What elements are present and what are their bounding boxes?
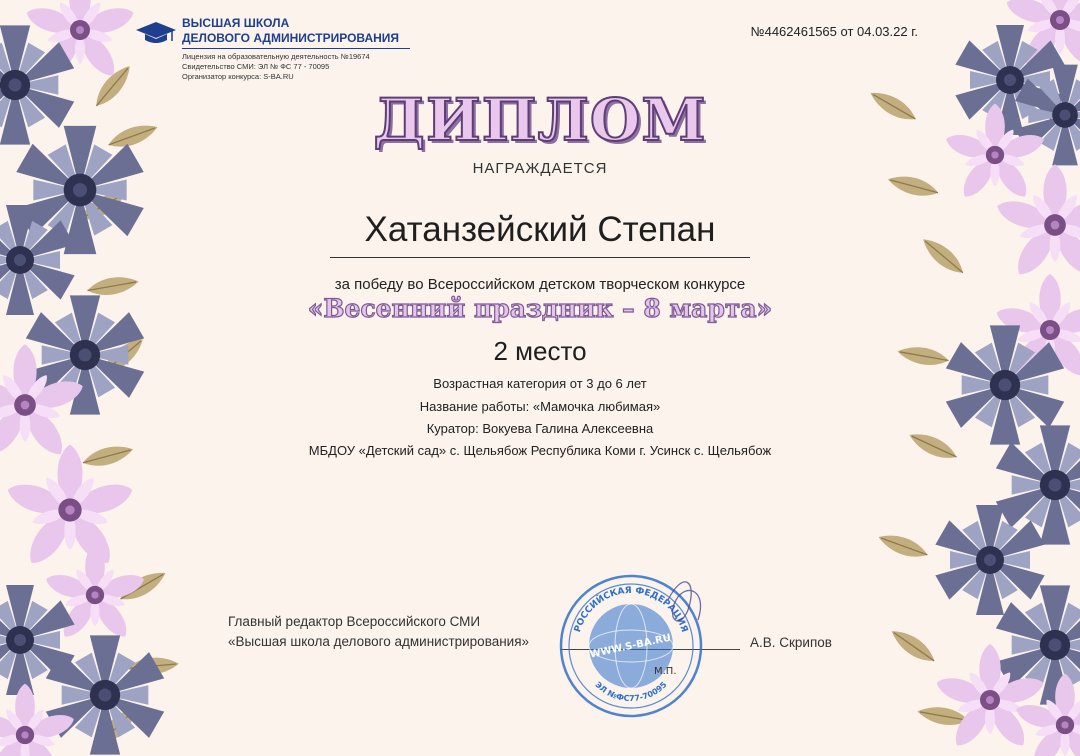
contest-name: «Весенний праздник – 8 марта» [307,294,773,323]
award-reason: за победу во Всероссийском детском творческом конкурсе [334,276,746,293]
work-title: Название работы: «Мамочка любимая» [419,399,661,414]
stamp-top-text: РОССИЙСКАЯ ФЕДЕРАЦИЯ [572,585,690,634]
place-result: 2 место [493,336,587,366]
document-number: №4462461565 от 04.03.22 г. [750,24,918,39]
graduation-cap-icon [136,20,176,46]
age-category: Возрастная категория от 3 до 6 лет [433,376,647,391]
logo-divider [182,48,410,49]
diploma-title: ДИПЛОМ [373,86,707,154]
recipient-name: Хатанзейский Степан [364,210,716,249]
license-text: Лицензия на образовательную деятельность №19674 [182,52,370,61]
stamp-site-text: WWW.S-BA.RU [588,632,673,661]
stamp-mp-label: М.П. [654,666,677,677]
awarded-label: НАГРАЖДАЕТСЯ [472,160,608,177]
institution: МБДОУ «Детский сад» с. Щельябож Республика Коми г. Усинск с. Щельябож [308,443,772,458]
curator: Куратор: Вокуева Галина Алексеевна [426,421,654,436]
recipient-underline [330,257,750,258]
signatory-name: А.В. Скрипов [750,635,832,650]
official-stamp [548,560,714,726]
organization-logo [136,16,426,96]
organization-name: ВЫСШАЯ ШКОЛА ДЕЛОВОГО АДМИНИСТРИРОВАНИЯ [182,16,400,45]
stamp-bottom-text: ЭЛ №ФС77-70095 [593,680,669,704]
media-certificate-text: Свидетельство СМИ: ЭЛ № ФС 77 - 70095 [182,62,330,71]
signatory-role: Главный редактор Всероссийского СМИ «Высшая школа делового администрирования» [228,614,530,649]
organizer-text: Организатор конкурса: S-BA.RU [182,72,294,81]
